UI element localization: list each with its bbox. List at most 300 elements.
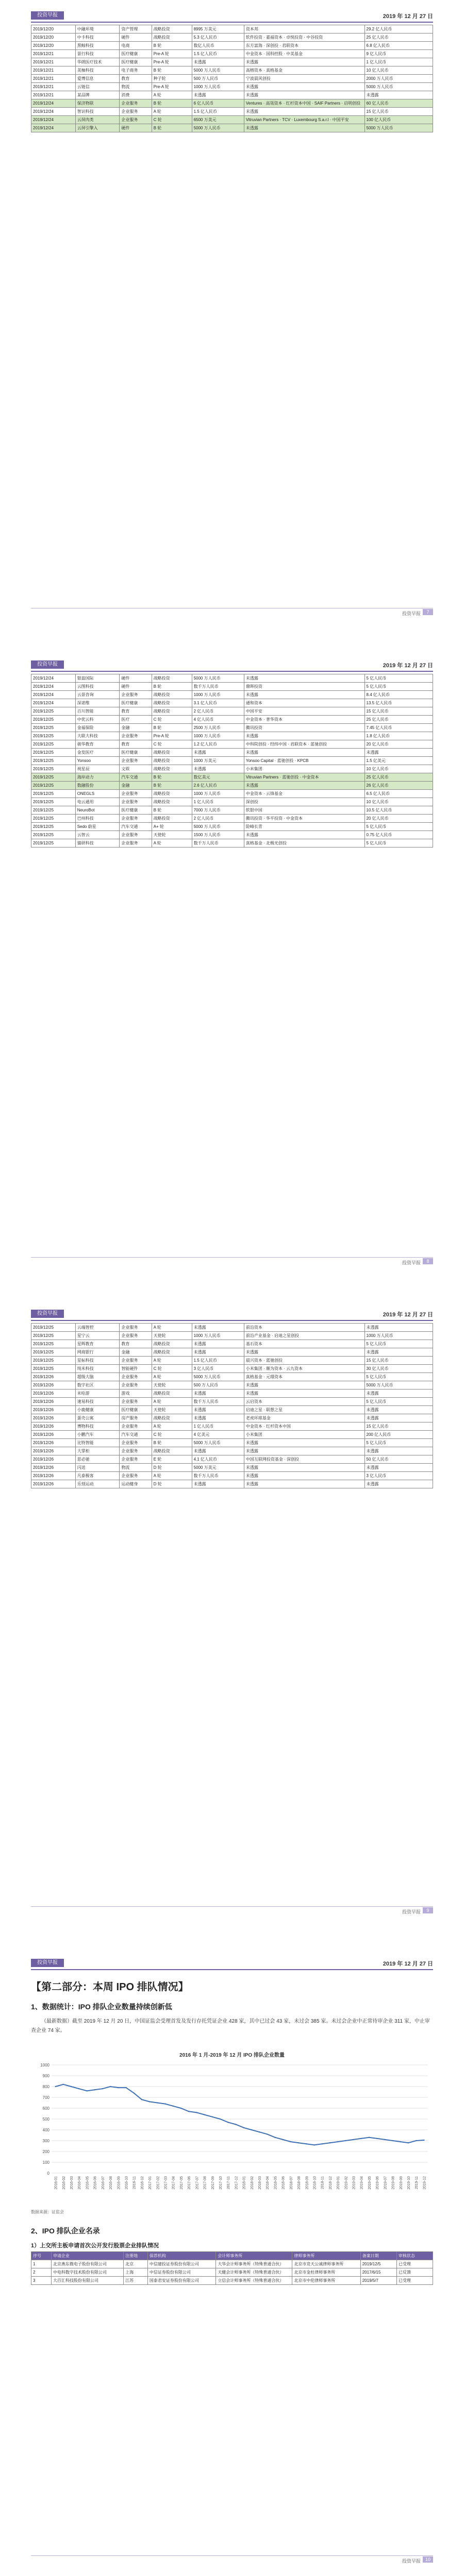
column-header: 申请企业 (51, 2252, 123, 2260)
x-tick-label: 2016-08 (109, 2176, 113, 2190)
data-point (102, 2088, 103, 2089)
table-cell: 消费 (120, 91, 152, 99)
table-cell: 1.2 亿人民币 (192, 740, 244, 749)
table-row (31, 1414, 433, 1422)
table-cell: 企业服务 (120, 1447, 152, 1455)
table-cell: 硬件 (120, 124, 152, 132)
data-point (329, 2142, 330, 2143)
table-row (31, 33, 433, 42)
table-cell: 5000 万人民币 (192, 66, 244, 75)
header-date: 2019 年 12 月 27 日 (383, 1961, 433, 1967)
table-cell: 上海 (124, 2268, 148, 2277)
table-cell: 未透露 (244, 1464, 364, 1472)
x-tick-label: 2016-10 (125, 2176, 129, 2190)
table-cell: D 轮 (152, 1464, 192, 1472)
table-row (31, 773, 433, 782)
data-point (408, 2142, 409, 2143)
table-cell: 企业服务 (120, 831, 152, 839)
table-header-row (31, 2252, 433, 2260)
table-cell: 1000 万人民币 (192, 1332, 244, 1340)
table-cell: 未透露 (244, 58, 364, 66)
table-cell: 腾讯投资 · 华平投资 · 中金资本 (244, 815, 364, 823)
column-header: 备案日期 (360, 2252, 396, 2260)
table-cell: 企业服务 (120, 732, 152, 740)
x-tick-label: 2017-06 (188, 2176, 192, 2190)
table-cell: 5000 万人民币 (192, 1439, 244, 1447)
table-cell: 智能硬件 (120, 1365, 152, 1373)
table-cell: 30 亿人民币 (364, 1365, 433, 1373)
table-row (31, 683, 433, 691)
table-cell: NeuroBot (75, 806, 120, 815)
table-cell: 9 亿人民币 (364, 50, 433, 58)
x-tick-label: 2017-03 (164, 2176, 168, 2190)
table-cell: 2.6 亿人民币 (192, 782, 244, 790)
table-row (31, 1455, 433, 1464)
table-cell: 战略投资 (152, 1340, 192, 1348)
table-cell: 2019/12/24 (31, 674, 76, 683)
x-tick-label: 2018-04 (266, 2176, 270, 2190)
table-cell: 2019/12/21 (31, 50, 76, 58)
x-tick-label: 2017-07 (195, 2176, 200, 2190)
header-tag: 投资早报 (31, 11, 64, 20)
table-cell: 2019/12/21 (31, 75, 76, 83)
table-cell: 超级大脑 (75, 1373, 120, 1381)
table-cell: 2019/12/25 (31, 1365, 76, 1373)
table-cell: 金融 (120, 724, 152, 732)
table-cell: 2019/12/25 (31, 839, 76, 848)
table-cell: 60 亿人民币 (364, 99, 433, 108)
table-cell: Ventures · 高瓴资本 · 红杉资本中国 · SAIF Partners · 启明创投 (244, 99, 364, 108)
page-number: 9 (423, 1907, 433, 1913)
table-cell: C 轮 (152, 1365, 192, 1373)
table-cell: 10 亿人民币 (364, 765, 433, 773)
table-cell: 未透露 (192, 1406, 244, 1414)
x-tick-label: 2018-03 (258, 2176, 262, 2190)
table-cell: 5 亿人民币 (364, 823, 433, 831)
table-cell: 中科院创投 · 经纬中国 · 君联资本 · 蓝驰创投 (244, 740, 364, 749)
footer-label: 投资早报 (402, 1260, 421, 1265)
table-row (31, 58, 433, 66)
table-cell: 未透露 (244, 831, 364, 839)
table-cell: 鼎晖投资 (244, 683, 364, 691)
data-point (78, 2088, 79, 2089)
table-cell: 13.5 亿人民币 (364, 699, 433, 707)
header-date: 2019 年 12 月 27 日 (383, 663, 433, 669)
table-cell: 2500 万人民币 (192, 724, 244, 732)
data-point (400, 2141, 401, 2142)
data-point (337, 2141, 338, 2142)
table-row (31, 116, 433, 124)
table-cell: 星辉教育 (75, 1340, 120, 1348)
y-tick-label: 500 (42, 2117, 49, 2122)
table-cell: 闪送 (75, 1464, 120, 1472)
table-cell: 数千万人民币 (192, 839, 244, 848)
table-cell: 1000 万人民币 (192, 83, 244, 91)
table-cell: 速易科技 (75, 1398, 120, 1406)
x-tick-label: 2016-03 (70, 2176, 74, 2190)
table-cell: 小米集团 (244, 765, 364, 773)
table-cell: 乐刻运动 (75, 1480, 120, 1488)
table-cell: B 轮 (152, 1439, 192, 1447)
table-cell: 2019/12/25 (31, 806, 76, 815)
x-tick-label: 2016-09 (117, 2176, 121, 2190)
table-cell: 北京市中伦律师事务所 (292, 2277, 360, 2285)
table-cell: 2019/12/26 (31, 1373, 76, 1381)
table-cell: 2019/12/25 (31, 749, 76, 757)
table-cell: 5000 万美元 (192, 1464, 244, 1472)
data-point (220, 2119, 221, 2120)
table-cell: 企业服务 (120, 108, 152, 116)
table-cell: 真格基金 · 元璟资本 (244, 1373, 364, 1381)
table-row (31, 790, 433, 798)
table-cell: 中金资本 · 国科控股 · 中美基金 (244, 50, 364, 58)
table-cell: 医疗健康 (120, 806, 152, 815)
header-date: 2019 年 12 月 27 日 (383, 13, 433, 20)
data-point (94, 2089, 95, 2090)
table-cell: 中金资本 · 云锋基金 (244, 790, 364, 798)
table-row (31, 724, 433, 732)
table-cell: 7000 万人民币 (192, 806, 244, 815)
table-row (31, 99, 433, 108)
table-cell: 真格基金 · 北极光创投 (244, 839, 364, 848)
footer-label: 投资早报 (402, 1909, 421, 1914)
x-tick-label: 2019-06 (376, 2176, 380, 2190)
table-cell: 战略投资 (152, 798, 192, 806)
table-cell: 2019/12/25 (31, 1324, 76, 1332)
x-tick-label: 2016-01 (54, 2176, 58, 2190)
table-row (31, 50, 433, 58)
table-cell: Pre-A 轮 (152, 83, 192, 91)
table-cell: 深创投 (244, 798, 364, 806)
table-cell: 金融 (120, 1348, 152, 1357)
table-cell: A 轮 (152, 1398, 192, 1406)
doc-page (0, 649, 464, 1283)
table-cell: A 轮 (152, 1324, 192, 1332)
table-cell: 比特智能 (75, 1439, 120, 1447)
table-cell: 种子轮 (152, 75, 192, 83)
table-cell: 云智云 (75, 831, 120, 839)
data-point (423, 2140, 424, 2141)
table-cell: 未透露 (244, 124, 364, 132)
x-tick-label: 2017-09 (211, 2176, 215, 2190)
table-cell: 中卡科技 (75, 33, 120, 42)
table-cell: 企业服务 (120, 790, 152, 798)
table-cell: 企业服务 (120, 1455, 152, 1464)
table-cell: 战略投资 (152, 1348, 192, 1357)
table-cell: 未透露 (244, 1389, 364, 1398)
table-row (31, 2277, 433, 2285)
table-cell: 东方富海 · 深创投 · 君联资本 (244, 42, 364, 50)
x-tick-label: 2017-04 (172, 2176, 176, 2190)
y-tick-label: 0 (47, 2171, 49, 2176)
table-cell: 2019/12/25 (31, 1340, 76, 1348)
table-cell: 江苏 (124, 2277, 148, 2285)
table-cell: 2019/12/25 (31, 757, 76, 765)
table-row (31, 2260, 433, 2268)
table-cell: 5 亿人民币 (364, 1340, 433, 1348)
table-cell: Pre-A 轮 (152, 50, 192, 58)
table-cell: 深诺维 (75, 699, 120, 707)
table-cell: 宁波晨风创投 (244, 75, 364, 83)
table-cell: 2019/12/24 (31, 683, 76, 691)
table-cell: 未透露 (364, 1348, 433, 1357)
footer-label: 投资早报 (402, 611, 421, 616)
table-cell: 战略投资 (152, 33, 192, 42)
table-row (31, 25, 433, 33)
table-cell: 企业服务 (120, 1422, 152, 1431)
table-cell: 企业服务 (120, 1381, 152, 1389)
table-cell: 未透露 (192, 1348, 244, 1357)
table-cell: 1 (31, 2260, 52, 2268)
y-tick-label: 1000 (40, 2063, 49, 2067)
table-row (31, 66, 433, 75)
x-tick-label: 2016-07 (101, 2176, 105, 2190)
table-cell: 金发医疗 (75, 749, 120, 757)
table-cell: B 轮 (152, 99, 192, 108)
table-row (31, 1406, 433, 1414)
table-cell: 前沿产业基金 · 启迪之星创投 (244, 1332, 364, 1340)
table-row (31, 75, 433, 83)
table-cell: 1000 万人民币 (192, 732, 244, 740)
table-cell: 医疗 (120, 716, 152, 724)
table-cell: 软件投资 · 嘉福资本 · 卓悦投资 · 中谷投资 (244, 33, 364, 42)
x-tick-label: 2018-07 (289, 2176, 293, 2190)
table-cell: 4 亿人民币 (192, 716, 244, 724)
table-row (31, 732, 433, 740)
table-cell: Vitruvian Partners · TCV · Luxembourg S.a.r.l · 中国平安 (244, 116, 364, 124)
doc-page (0, 1947, 464, 2576)
table-cell: 15 亿人民币 (364, 1357, 433, 1365)
table-cell: 华朗医疗技术 (75, 58, 120, 66)
table-cell: 2019/12/20 (31, 33, 76, 42)
table-cell: 2019/12/26 (31, 1406, 76, 1414)
table-row (31, 699, 433, 707)
data-point (141, 2099, 142, 2100)
table-cell: 2019/12/24 (31, 691, 76, 699)
table-row (31, 91, 433, 99)
x-tick-label: 2018-11 (321, 2176, 325, 2190)
table-cell: 中金资本 · 普华资本 (244, 716, 364, 724)
table-cell: 10 亿人民币 (364, 798, 433, 806)
data-point (212, 2116, 213, 2117)
table-row (31, 1439, 433, 1447)
table-cell: 2019/12/26 (31, 1447, 76, 1455)
table-cell: 腾讯投资 (244, 724, 364, 732)
series-line (56, 2084, 424, 2145)
table-cell: 未透露 (364, 1480, 433, 1488)
table-row (31, 1332, 433, 1340)
table-cell: 2019/12/21 (31, 66, 76, 75)
x-tick-label: 2018-12 (328, 2176, 333, 2190)
table-cell: D 轮 (152, 1480, 192, 1488)
table-cell: 高榕资本 · 真格基金 (244, 66, 364, 75)
table-cell: 5 亿人民币 (364, 1373, 433, 1381)
table-cell: 汽车交通 (120, 773, 152, 782)
table-row (31, 1381, 433, 1389)
table-cell: 未透露 (364, 1414, 433, 1422)
table-cell: ONEGLS (75, 790, 120, 798)
investment-table (31, 1323, 433, 1488)
table-cell: 2019/12/25 (31, 765, 76, 773)
x-tick-label: 2017-01 (148, 2176, 153, 2190)
table-cell: 中电科数字技术股份有限公司 (51, 2268, 123, 2277)
table-cell: 百川智能 (75, 707, 120, 716)
table-cell: A 轮 (152, 1373, 192, 1381)
data-point (361, 2138, 362, 2139)
table-cell: 纯米科技 (75, 1365, 120, 1373)
table-row (31, 1422, 433, 1431)
table-cell: 资产管理 (120, 25, 152, 33)
table-cell: 5000 万人民币 (192, 823, 244, 831)
data-point (118, 2087, 119, 2088)
x-tick-label: 2016-12 (140, 2176, 144, 2190)
table-cell: 保济物联 (75, 99, 120, 108)
table-cell: 1 亿人民币 (364, 58, 433, 66)
table-cell: 数亿人民币 (192, 42, 244, 50)
table-cell: 已受理 (396, 2260, 433, 2268)
table-cell: 企业服务 (120, 815, 152, 823)
data-point (298, 2142, 299, 2143)
table-cell: A+ 轮 (152, 823, 192, 831)
table-cell: 1500 万人民币 (192, 831, 244, 839)
table-cell: 4.1 亿人民币 (192, 1455, 244, 1464)
table-cell: 数亿美元 (192, 773, 244, 782)
table-cell: 大掌柜 (75, 1447, 120, 1455)
column-header: 会计师事务所 (216, 2252, 292, 2260)
table-row (31, 1348, 433, 1357)
page-header (31, 1309, 433, 1321)
table-cell: 基石资本 (244, 1340, 364, 1348)
table-cell: 小鹏汽车 (75, 1431, 120, 1439)
table-cell: 战略投资 (152, 1414, 192, 1422)
table-cell: 500 万人民币 (192, 75, 244, 83)
table-cell: 1.5 亿人民币 (192, 50, 244, 58)
page-number: 10 (423, 2556, 433, 2563)
table-cell: 未透露 (244, 749, 364, 757)
table-cell: 2019/12/26 (31, 1422, 76, 1431)
table-cell: 前沿资本 (244, 1324, 364, 1332)
table-cell: 战略投资 (152, 1389, 192, 1398)
y-tick-label: 300 (42, 2139, 49, 2143)
x-tick-label: 2016-04 (78, 2176, 82, 2190)
x-tick-label: 2017-12 (235, 2176, 239, 2190)
table-cell: 景行科技 (75, 50, 120, 58)
table-cell: 战略投资 (152, 691, 192, 699)
table-cell: 星宁云 (75, 1332, 120, 1340)
table-cell: 20 亿人民币 (364, 815, 433, 823)
table-cell: 企业服务 (120, 691, 152, 699)
table-cell: 米哈游 (75, 1389, 120, 1398)
table-cell: 北京市金杜律师事务所 (292, 2268, 360, 2277)
table-cell: 1.8 亿人民币 (364, 732, 433, 740)
data-point (243, 2127, 244, 2128)
table-cell: 智识科技 (75, 108, 120, 116)
section-subtitle: 2、IPO 排队企业名录 (31, 2227, 100, 2235)
header-tag: 投资早报 (31, 660, 64, 669)
data-point (188, 2111, 189, 2112)
table-cell: B 轮 (152, 773, 192, 782)
data-point (306, 2143, 307, 2144)
table-cell: 200 亿人民币 (364, 1431, 433, 1439)
table-cell: 天使轮 (152, 1381, 192, 1389)
table-cell: 500 万人民币 (192, 1381, 244, 1389)
column-header: 保荐机构 (147, 2252, 216, 2260)
table-cell: 金融 (120, 782, 152, 790)
table-cell: 大联大科技 (75, 732, 120, 740)
table-cell: 2017/6/15 (360, 2268, 396, 2277)
table-cell: 小鹿健康 (75, 1406, 120, 1414)
table-cell: 26 亿人民币 (364, 782, 433, 790)
table-cell: 3 亿人民币 (192, 1365, 244, 1373)
table-cell: 金福保险 (75, 724, 120, 732)
table-cell: 数千万人民币 (192, 683, 244, 691)
table-cell: 2019/12/26 (31, 1431, 76, 1439)
table-cell: 美柚科技 (75, 66, 120, 75)
table-cell: 天使轮 (152, 1332, 192, 1340)
table-row (31, 782, 433, 790)
data-point (110, 2086, 111, 2087)
data-point (369, 2137, 370, 2138)
table-cell: 未透露 (364, 749, 433, 757)
table-cell: B 轮 (152, 806, 192, 815)
table-cell: 0.75 亿人民币 (364, 831, 433, 839)
table-row (31, 1398, 433, 1406)
table-cell: 未透露 (192, 1340, 244, 1348)
table-cell: 未透露 (364, 91, 433, 99)
table-cell: 物流 (120, 1464, 152, 1472)
data-point (353, 2139, 354, 2140)
table-cell: 未透露 (192, 1414, 244, 1422)
table-cell: 云链信 (75, 83, 120, 91)
chart-title: 2016 年 1 月-2019 年 12 月 IPO 排队企业数量 (179, 2053, 285, 2058)
table-cell: 云启资本 (244, 1398, 364, 1406)
table-cell: 15 亿人民币 (364, 108, 433, 116)
table-cell: 未透露 (192, 58, 244, 66)
table-cell: 巴州科技 (75, 815, 120, 823)
table-cell: 5 亿人民币 (364, 1439, 433, 1447)
table-cell: 电商 (120, 42, 152, 50)
table-cell: B 轮 (152, 782, 192, 790)
table-cell: 2019/12/25 (31, 732, 76, 740)
table-cell: 5000 万人民币 (192, 674, 244, 683)
data-point (180, 2108, 181, 2109)
table-cell: 北京市竞天公诚律师事务所 (292, 2260, 360, 2268)
table-row (31, 691, 433, 699)
table-cell: 50 亿人民币 (364, 1455, 433, 1464)
table-cell: 2019/12/5 (360, 2260, 396, 2268)
x-tick-label: 2018-09 (305, 2176, 309, 2190)
table-cell: 战略投资 (152, 1447, 192, 1455)
data-point (267, 2133, 268, 2134)
table-cell: 2019/12/26 (31, 1414, 76, 1422)
table-cell: 2019/12/26 (31, 1398, 76, 1406)
table-cell: B 轮 (152, 683, 192, 691)
table-cell: 通和资本 (244, 699, 364, 707)
table-cell: A 轮 (152, 108, 192, 116)
data-point (392, 2140, 393, 2141)
table-row (31, 83, 433, 91)
table-cell: 25 亿人民币 (364, 716, 433, 724)
table-cell: 未透露 (244, 691, 364, 699)
table-row (31, 1324, 433, 1332)
table-cell: 2019/12/25 (31, 716, 76, 724)
x-tick-label: 2019-04 (360, 2176, 364, 2190)
table-cell: Pre-A 轮 (152, 58, 192, 66)
table-row (31, 815, 433, 823)
table-cell: 3.1 亿人民币 (192, 699, 244, 707)
table-cell: 1.5 亿人民币 (192, 108, 244, 116)
table-cell: 医疗健康 (120, 749, 152, 757)
